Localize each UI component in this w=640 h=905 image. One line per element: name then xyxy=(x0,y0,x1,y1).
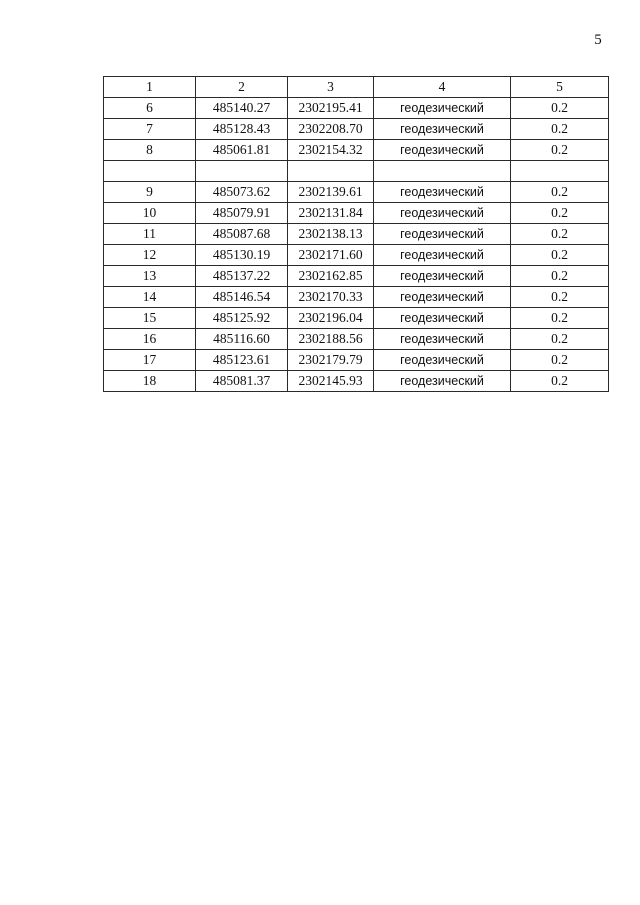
point-number-cell: 14 xyxy=(104,287,196,308)
x-coordinate-cell: 485061.81 xyxy=(196,140,288,161)
point-number-cell: 18 xyxy=(104,371,196,392)
table-row xyxy=(104,266,609,287)
method-cell: геодезический xyxy=(374,224,511,245)
accuracy-cell: 0.2 xyxy=(511,98,609,119)
coordinates-table xyxy=(103,76,609,392)
method-cell: геодезический xyxy=(374,350,511,371)
accuracy-cell: 0.2 xyxy=(511,266,609,287)
point-number-cell: 7 xyxy=(104,119,196,140)
method-cell: геодезический xyxy=(374,140,511,161)
header-cell: 4 xyxy=(374,77,511,98)
method-cell: геодезический xyxy=(374,308,511,329)
table-row xyxy=(104,245,609,266)
blank-separator-row xyxy=(104,161,609,182)
y-coordinate-cell: 2302162.85 xyxy=(288,266,374,287)
y-coordinate-cell: 2302145.93 xyxy=(288,371,374,392)
method-cell: геодезический xyxy=(374,203,511,224)
y-coordinate-cell: 2302208.70 xyxy=(288,119,374,140)
accuracy-cell: 0.2 xyxy=(511,329,609,350)
table-row xyxy=(104,182,609,203)
accuracy-cell: 0.2 xyxy=(511,371,609,392)
accuracy-cell: 0.2 xyxy=(511,182,609,203)
point-number-cell: 15 xyxy=(104,308,196,329)
method-cell: геодезический xyxy=(374,119,511,140)
blank-cell xyxy=(374,161,511,182)
point-number-cell: 12 xyxy=(104,245,196,266)
method-cell: геодезический xyxy=(374,182,511,203)
y-coordinate-cell: 2302131.84 xyxy=(288,203,374,224)
header-cell: 5 xyxy=(511,77,609,98)
x-coordinate-cell: 485073.62 xyxy=(196,182,288,203)
accuracy-cell: 0.2 xyxy=(511,140,609,161)
point-number-cell: 13 xyxy=(104,266,196,287)
x-coordinate-cell: 485123.61 xyxy=(196,350,288,371)
x-coordinate-cell: 485137.22 xyxy=(196,266,288,287)
y-coordinate-cell: 2302138.13 xyxy=(288,224,374,245)
table-row xyxy=(104,119,609,140)
x-coordinate-cell: 485128.43 xyxy=(196,119,288,140)
y-coordinate-cell: 2302188.56 xyxy=(288,329,374,350)
accuracy-cell: 0.2 xyxy=(511,224,609,245)
accuracy-cell: 0.2 xyxy=(511,245,609,266)
x-coordinate-cell: 485125.92 xyxy=(196,308,288,329)
table-row xyxy=(104,203,609,224)
x-coordinate-cell: 485081.37 xyxy=(196,371,288,392)
table-row xyxy=(104,371,609,392)
method-cell: геодезический xyxy=(374,245,511,266)
blank-cell xyxy=(511,161,609,182)
table-header-row xyxy=(104,77,609,98)
blank-cell xyxy=(196,161,288,182)
header-cell: 3 xyxy=(288,77,374,98)
table-row xyxy=(104,98,609,119)
x-coordinate-cell: 485087.68 xyxy=(196,224,288,245)
y-coordinate-cell: 2302195.41 xyxy=(288,98,374,119)
y-coordinate-cell: 2302154.32 xyxy=(288,140,374,161)
header-cell: 2 xyxy=(196,77,288,98)
point-number-cell: 16 xyxy=(104,329,196,350)
table-row xyxy=(104,350,609,371)
table-row xyxy=(104,140,609,161)
method-cell: геодезический xyxy=(374,371,511,392)
accuracy-cell: 0.2 xyxy=(511,287,609,308)
method-cell: геодезический xyxy=(374,266,511,287)
header-cell: 1 xyxy=(104,77,196,98)
table-row xyxy=(104,329,609,350)
method-cell: геодезический xyxy=(374,98,511,119)
x-coordinate-cell: 485146.54 xyxy=(196,287,288,308)
y-coordinate-cell: 2302170.33 xyxy=(288,287,374,308)
accuracy-cell: 0.2 xyxy=(511,308,609,329)
y-coordinate-cell: 2302179.79 xyxy=(288,350,374,371)
blank-cell xyxy=(288,161,374,182)
x-coordinate-cell: 485116.60 xyxy=(196,329,288,350)
method-cell: геодезический xyxy=(374,329,511,350)
point-number-cell: 9 xyxy=(104,182,196,203)
point-number-cell: 17 xyxy=(104,350,196,371)
y-coordinate-cell: 2302139.61 xyxy=(288,182,374,203)
accuracy-cell: 0.2 xyxy=(511,350,609,371)
point-number-cell: 6 xyxy=(104,98,196,119)
x-coordinate-cell: 485140.27 xyxy=(196,98,288,119)
accuracy-cell: 0.2 xyxy=(511,203,609,224)
x-coordinate-cell: 485079.91 xyxy=(196,203,288,224)
accuracy-cell: 0.2 xyxy=(511,119,609,140)
table-row xyxy=(104,224,609,245)
page-number: 5 xyxy=(594,32,602,48)
y-coordinate-cell: 2302196.04 xyxy=(288,308,374,329)
x-coordinate-cell: 485130.19 xyxy=(196,245,288,266)
point-number-cell: 11 xyxy=(104,224,196,245)
y-coordinate-cell: 2302171.60 xyxy=(288,245,374,266)
blank-cell xyxy=(104,161,196,182)
table-row xyxy=(104,308,609,329)
method-cell: геодезический xyxy=(374,287,511,308)
table-row xyxy=(104,287,609,308)
point-number-cell: 10 xyxy=(104,203,196,224)
point-number-cell: 8 xyxy=(104,140,196,161)
